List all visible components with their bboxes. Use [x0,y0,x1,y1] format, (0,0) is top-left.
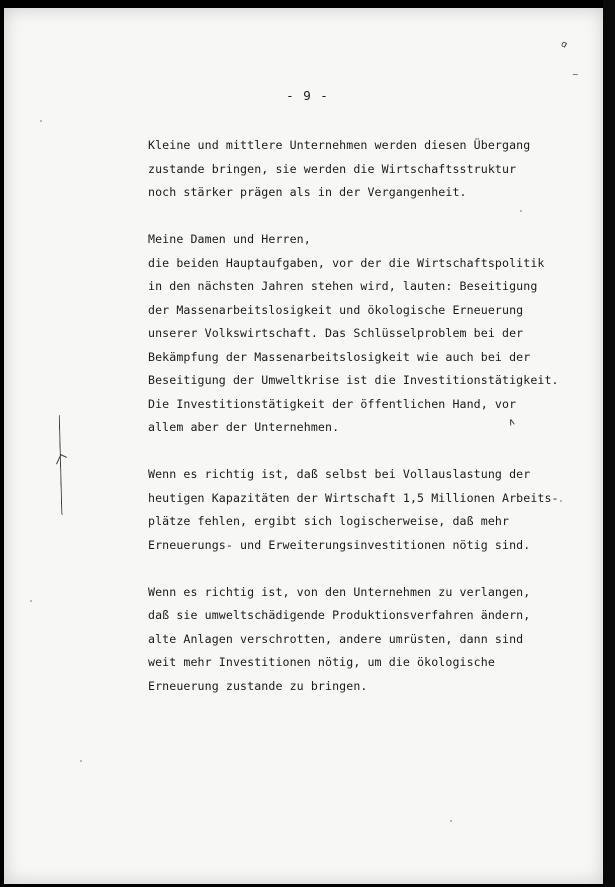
text-line: Wenn es richtig ist, daß selbst bei Vollauslastung der [148,467,531,481]
text-line: alte Anlagen verschrotten, andere umrüsten, dann sind [148,631,524,646]
scan-speck [450,820,452,822]
scan-speck [520,210,522,212]
scan-speck [30,600,32,602]
text-line: weit mehr Investitionen nötig, um die ökologische [148,655,495,669]
text-line: heutigen Kapazitäten der Wirtschaft 1,5 Millionen Arbeits- [148,490,559,505]
text-line: der Massenarbeitslosigkeit und ökologische Erneuerung [148,302,524,317]
text-line: Kleine und mittlere Unternehmen werden diesen Übergang [148,138,531,152]
text-line: allem aber der Unternehmen. [148,420,340,434]
text-line: Die Investitionstätigkeit der öffentlichen Hand, vor [148,396,517,411]
text-line: die beiden Hauptaufgaben, vor der die Wirtschaftspolitik [148,255,545,270]
paragraph-3 [148,463,568,557]
text-line: Meine Damen und Herren, [148,232,311,246]
paragraph-4 [148,581,568,699]
text-line: zustande bringen, sie werden die Wirtschaftsstruktur [148,161,517,176]
text-line: daß sie umweltschädigende Produktionsverfahren ändern, [148,608,531,622]
scan-speck [40,120,42,122]
scan-border [603,0,615,887]
paragraph-1 [148,134,568,205]
pen-mark-icon: ∧ [506,416,517,429]
text-line: Erneuerungs- und Erweiterungsinvestitionen nötig sind. [148,537,531,552]
text-line: Erneuerung zustande zu bringen. [148,678,368,693]
text-line: in den nächsten Jahren stehen wird, lauten: Beseitigung [148,279,538,293]
document-body [148,134,568,722]
text-line: Wenn es richtig ist, von den Unternehmen zu verlangen, [148,584,531,599]
text-line: Beseitigung der Umweltkrise ist die Investitionstätigkeit. [148,373,559,387]
text-line: Bekämpfung der Massenarbeitslosigkeit wie auch bei der [148,349,531,364]
text-line: noch stärker prägen als in der Vergangenheit. [148,185,467,199]
text-line: plätze fehlen, ergibt sich logischerweise, daß mehr [148,514,510,528]
page-number: - 9 - [286,88,329,103]
scan-artifact-icon: ɑ [558,39,569,51]
scan-artifact-icon: ~ [572,70,579,79]
scan-speck [560,500,562,502]
paragraph-2 [148,228,568,440]
text-line: unserer Volkswirtschaft. Das Schlüsselproblem bei der [148,326,524,340]
scan-speck [80,760,82,762]
